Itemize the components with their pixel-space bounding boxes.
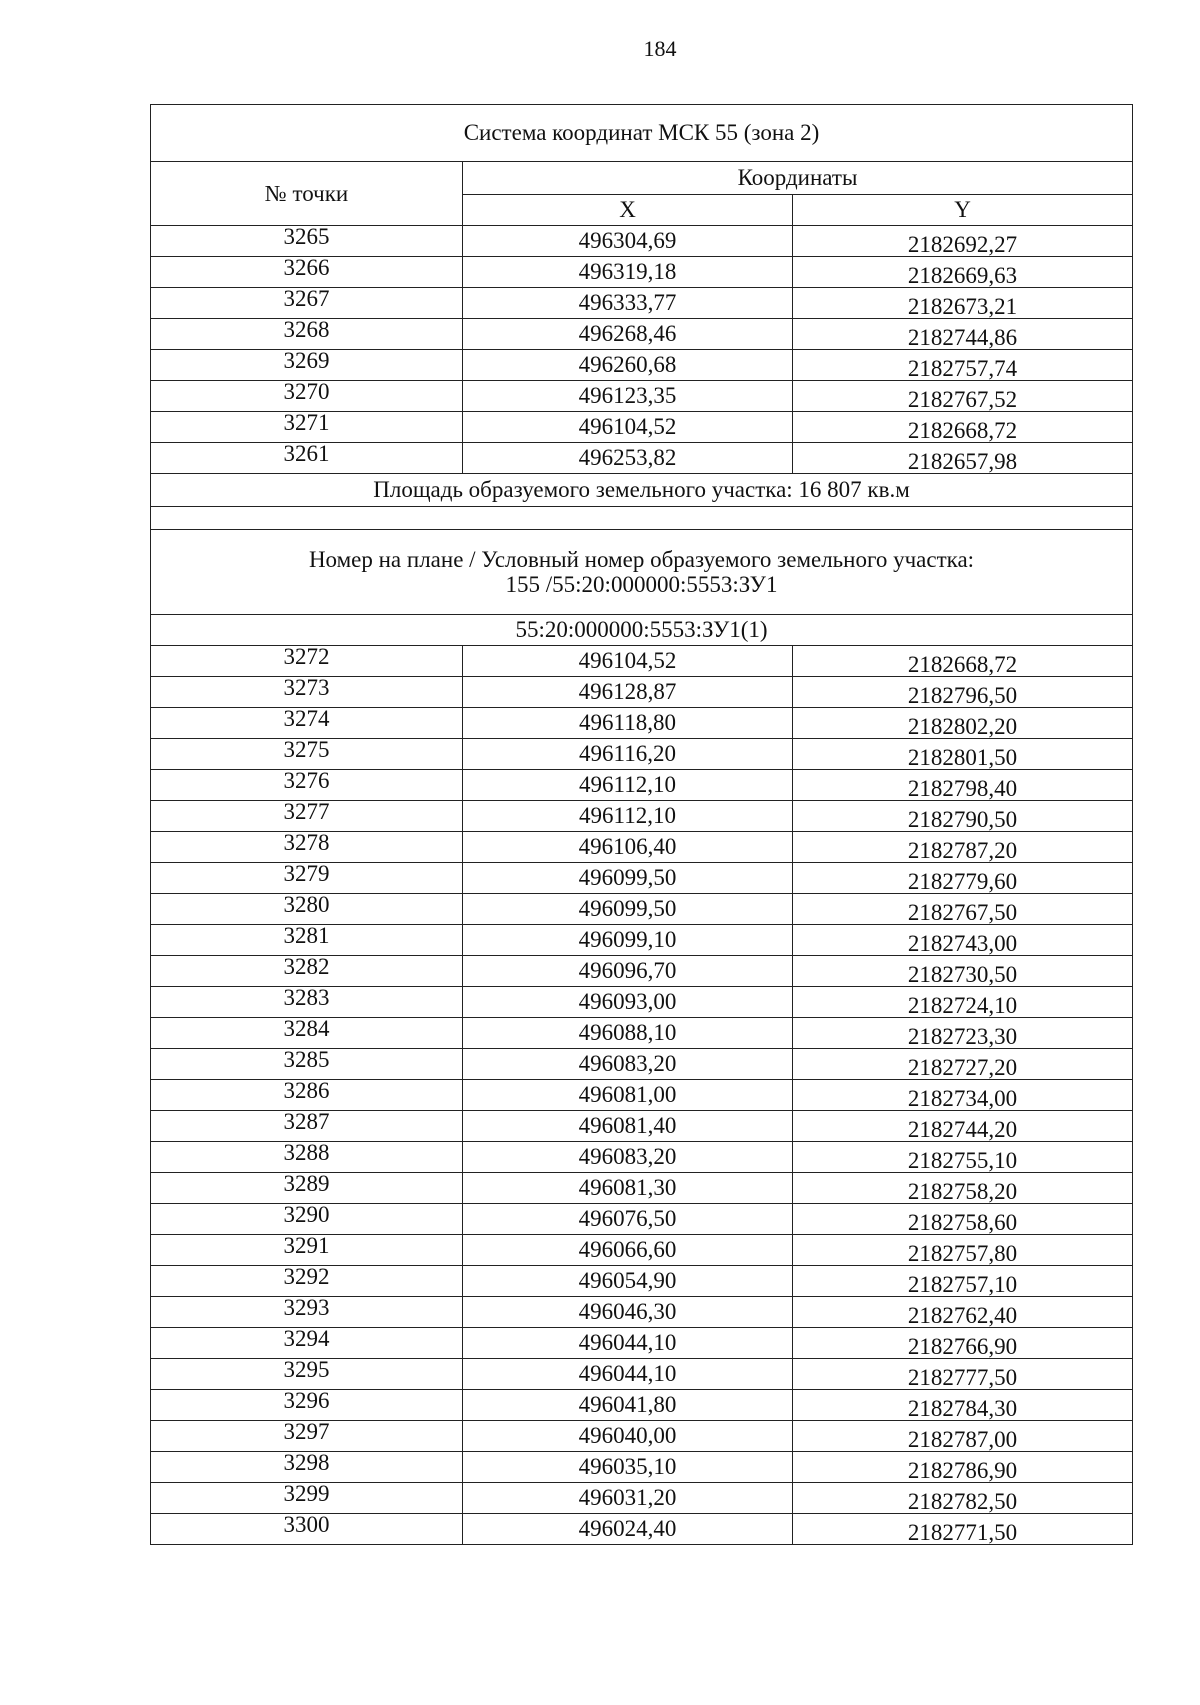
table-row bbox=[151, 350, 1133, 381]
point-number-cell-text: 3278 bbox=[283, 830, 330, 856]
x-coordinate-cell bbox=[463, 987, 793, 1018]
point-number-cell-text: 3270 bbox=[283, 379, 330, 405]
point-number-cell-text: 3292 bbox=[283, 1264, 330, 1290]
table-row bbox=[151, 319, 1133, 350]
table-row bbox=[151, 381, 1133, 412]
y-coordinate-cell-text: 2182786,90 bbox=[907, 1458, 1018, 1484]
table-row bbox=[151, 443, 1133, 474]
blank-separator-row bbox=[151, 507, 1133, 530]
x-coordinate-cell bbox=[463, 1142, 793, 1173]
x-coordinate-cell bbox=[463, 1173, 793, 1204]
y-coordinate-cell bbox=[793, 1483, 1133, 1514]
y-coordinate-cell bbox=[793, 708, 1133, 739]
y-coordinate-cell-text: 2182727,20 bbox=[907, 1055, 1018, 1081]
table-row bbox=[151, 894, 1133, 925]
point-number-cell bbox=[151, 1483, 463, 1514]
x-coordinate-cell-text: 496083,20 bbox=[578, 1051, 677, 1077]
table-row bbox=[151, 863, 1133, 894]
y-coordinate-cell-text: 2182668,72 bbox=[907, 418, 1018, 444]
plot-heading-line-1: Номер на плане / Условный номер образуемого земельного участка: bbox=[308, 546, 975, 572]
point-number-cell-text: 3300 bbox=[283, 1512, 330, 1538]
point-number-cell-text: 3282 bbox=[283, 954, 330, 980]
subsection-label-row bbox=[151, 615, 1133, 646]
point-number-cell bbox=[151, 832, 463, 863]
table-row bbox=[151, 1204, 1133, 1235]
point-number-cell bbox=[151, 350, 463, 381]
point-number-cell bbox=[151, 1297, 463, 1328]
table-row bbox=[151, 1173, 1133, 1204]
table-row bbox=[151, 1359, 1133, 1390]
x-coordinate-cell-text: 496118,80 bbox=[579, 710, 676, 736]
y-coordinate-cell-text: 2182802,20 bbox=[907, 714, 1018, 740]
x-coordinate-cell-text: 496035,10 bbox=[578, 1454, 677, 1480]
x-coordinate-cell-text: 496093,00 bbox=[578, 989, 677, 1015]
x-coordinate-cell bbox=[463, 832, 793, 863]
y-coordinate-cell bbox=[793, 801, 1133, 832]
y-coordinate-cell bbox=[793, 1328, 1133, 1359]
y-coordinate-cell bbox=[793, 956, 1133, 987]
area-text-row bbox=[151, 474, 1133, 507]
x-coordinate-cell bbox=[463, 801, 793, 832]
y-coordinate-cell bbox=[793, 987, 1133, 1018]
table-row bbox=[151, 1018, 1133, 1049]
point-number-cell bbox=[151, 1204, 463, 1235]
y-coordinate-cell bbox=[793, 1111, 1133, 1142]
table-row bbox=[151, 801, 1133, 832]
page-number: 184 bbox=[643, 36, 677, 61]
y-coordinate-cell bbox=[793, 646, 1133, 677]
plot-heading-row bbox=[151, 530, 1133, 615]
point-number-cell-text: 3269 bbox=[283, 348, 330, 374]
point-number-cell-text: 3285 bbox=[283, 1047, 330, 1073]
table-row bbox=[151, 1421, 1133, 1452]
y-coordinate-cell bbox=[793, 1173, 1133, 1204]
y-coordinate-cell-text: 2182743,00 bbox=[907, 931, 1018, 957]
y-coordinate-cell bbox=[793, 1452, 1133, 1483]
x-coordinate-cell-text: 496260,68 bbox=[578, 352, 677, 378]
point-number-cell-text: 3291 bbox=[283, 1233, 330, 1259]
y-coordinate-cell bbox=[793, 832, 1133, 863]
y-coordinate-cell bbox=[793, 1080, 1133, 1111]
point-number-cell bbox=[151, 1049, 463, 1080]
y-coordinate-cell-text: 2182724,10 bbox=[907, 993, 1018, 1019]
point-number-cell bbox=[151, 1390, 463, 1421]
table-row bbox=[151, 770, 1133, 801]
x-coordinate-cell bbox=[463, 1514, 793, 1545]
x-coordinate-cell bbox=[463, 1204, 793, 1235]
x-coordinate-cell-text: 496081,30 bbox=[578, 1175, 677, 1201]
x-coordinate-cell-text: 496333,77 bbox=[578, 290, 677, 316]
table-row bbox=[151, 1452, 1133, 1483]
point-number-cell bbox=[151, 1173, 463, 1204]
x-coordinate-cell bbox=[463, 708, 793, 739]
table-row bbox=[151, 677, 1133, 708]
plot-heading bbox=[151, 530, 1133, 615]
point-number-cell-text: 3281 bbox=[283, 923, 330, 949]
point-number-cell bbox=[151, 1514, 463, 1545]
point-number-cell-text: 3277 bbox=[283, 799, 330, 825]
y-coordinate-cell bbox=[793, 1390, 1133, 1421]
x-coordinate-cell bbox=[463, 1359, 793, 1390]
point-number-cell-text: 3283 bbox=[283, 985, 330, 1011]
point-number-cell bbox=[151, 801, 463, 832]
table-row bbox=[151, 1328, 1133, 1359]
x-coordinate-cell-text: 496054,90 bbox=[578, 1268, 677, 1294]
point-number-cell-text: 3297 bbox=[283, 1419, 330, 1445]
point-number-cell-text: 3275 bbox=[283, 737, 330, 763]
x-coordinate-cell bbox=[463, 1328, 793, 1359]
y-coordinate-cell bbox=[793, 739, 1133, 770]
table-row bbox=[151, 412, 1133, 443]
point-number-cell bbox=[151, 646, 463, 677]
point-number-cell bbox=[151, 1359, 463, 1390]
point-number-cell bbox=[151, 987, 463, 1018]
y-coordinate-cell bbox=[793, 925, 1133, 956]
point-number-cell bbox=[151, 1111, 463, 1142]
y-coordinate-cell bbox=[793, 863, 1133, 894]
y-coordinate-cell-text: 2182734,00 bbox=[907, 1086, 1018, 1112]
table-row bbox=[151, 226, 1133, 257]
table-row bbox=[151, 1142, 1133, 1173]
x-coordinate-cell bbox=[463, 894, 793, 925]
x-coordinate-cell-text: 496112,10 bbox=[579, 803, 676, 829]
x-coordinate-cell-text: 496104,52 bbox=[578, 648, 677, 674]
point-number-cell-text: 3265 bbox=[283, 224, 330, 250]
y-coordinate-cell-text: 2182669,63 bbox=[907, 263, 1018, 289]
x-coordinate-cell bbox=[463, 1049, 793, 1080]
point-number-cell-text: 3288 bbox=[283, 1140, 330, 1166]
point-number-cell bbox=[151, 1235, 463, 1266]
point-number-cell-text: 3268 bbox=[283, 317, 330, 343]
x-coordinate-cell-text: 496123,35 bbox=[578, 383, 677, 409]
x-coordinate-cell bbox=[463, 1483, 793, 1514]
x-coordinate-cell-text: 496099,10 bbox=[578, 927, 677, 953]
x-coordinate-cell-text: 496304,69 bbox=[578, 228, 677, 254]
x-coordinate-cell-text: 496044,10 bbox=[578, 1361, 677, 1387]
point-number-cell-text: 3273 bbox=[283, 675, 330, 701]
y-coordinate-cell bbox=[793, 412, 1133, 443]
point-number-cell-text: 3280 bbox=[283, 892, 330, 918]
point-number-cell-text: 3274 bbox=[283, 706, 330, 732]
area-text bbox=[151, 474, 1133, 507]
x-coordinate-cell-text: 496088,10 bbox=[578, 1020, 677, 1046]
point-number-cell-text: 3272 bbox=[283, 644, 330, 670]
subsection-label-line-1: 55:20:000000:5553:ЗУ1(1) bbox=[515, 617, 768, 643]
point-number-cell bbox=[151, 1452, 463, 1483]
point-number-cell-text: 3261 bbox=[283, 441, 330, 467]
table-row bbox=[151, 1483, 1133, 1514]
y-coordinate-cell bbox=[793, 1421, 1133, 1452]
y-coordinate-cell bbox=[793, 257, 1133, 288]
x-coordinate-cell bbox=[463, 412, 793, 443]
y-header: Y bbox=[793, 195, 1133, 226]
x-coordinate-cell-text: 496268,46 bbox=[578, 321, 677, 347]
point-number-cell-text: 3289 bbox=[283, 1171, 330, 1197]
y-coordinate-cell-text: 2182787,20 bbox=[907, 838, 1018, 864]
x-coordinate-cell bbox=[463, 257, 793, 288]
point-number-cell bbox=[151, 288, 463, 319]
table-row bbox=[151, 739, 1133, 770]
y-coordinate-cell bbox=[793, 677, 1133, 708]
x-coordinate-cell-text: 496081,40 bbox=[578, 1113, 677, 1139]
point-number-cell bbox=[151, 443, 463, 474]
y-coordinate-cell-text: 2182790,50 bbox=[907, 807, 1018, 833]
x-coordinate-cell-text: 496081,00 bbox=[578, 1082, 677, 1108]
point-number-cell-text: 3276 bbox=[283, 768, 330, 794]
plot-heading-line-2: 155 /55:20:000000:5553:ЗУ1 bbox=[505, 572, 778, 597]
table-row bbox=[151, 1080, 1133, 1111]
point-number-cell bbox=[151, 1142, 463, 1173]
x-coordinate-cell bbox=[463, 1018, 793, 1049]
point-number-cell-text: 3286 bbox=[283, 1078, 330, 1104]
coordinate-system-title: Система координат МСК 55 (зона 2) bbox=[151, 105, 1133, 162]
x-coordinate-cell bbox=[463, 925, 793, 956]
point-number-cell bbox=[151, 1266, 463, 1297]
y-coordinate-cell bbox=[793, 350, 1133, 381]
x-coordinate-cell bbox=[463, 770, 793, 801]
y-coordinate-cell-text: 2182758,60 bbox=[907, 1210, 1018, 1236]
area-text-line-1: Площадь образуемого земельного участка: 16 807 кв.м bbox=[373, 477, 910, 503]
table-row bbox=[151, 646, 1133, 677]
blank-separator bbox=[151, 507, 1133, 530]
point-number-cell bbox=[151, 257, 463, 288]
x-coordinate-cell-text: 496099,50 bbox=[578, 896, 677, 922]
y-coordinate-cell-text: 2182755,10 bbox=[907, 1148, 1018, 1174]
y-coordinate-cell bbox=[793, 319, 1133, 350]
table-row bbox=[151, 1390, 1133, 1421]
x-coordinate-cell-text: 496024,40 bbox=[578, 1516, 677, 1542]
y-coordinate-cell bbox=[793, 1235, 1133, 1266]
y-coordinate-cell bbox=[793, 1049, 1133, 1080]
x-coordinate-cell-text: 496128,87 bbox=[578, 679, 677, 705]
x-coordinate-cell bbox=[463, 1297, 793, 1328]
point-number-cell-text: 3267 bbox=[283, 286, 330, 312]
point-number-cell bbox=[151, 412, 463, 443]
x-coordinate-cell-text: 496044,10 bbox=[578, 1330, 677, 1356]
x-coordinate-cell bbox=[463, 646, 793, 677]
x-coordinate-cell-text: 496083,20 bbox=[578, 1144, 677, 1170]
y-coordinate-cell bbox=[793, 443, 1133, 474]
table-row bbox=[151, 987, 1133, 1018]
point-number-cell-text: 3299 bbox=[283, 1481, 330, 1507]
x-coordinate-cell bbox=[463, 1266, 793, 1297]
x-coordinate-cell bbox=[463, 319, 793, 350]
y-coordinate-cell-text: 2182757,10 bbox=[907, 1272, 1018, 1298]
x-coordinate-cell-text: 496104,52 bbox=[578, 414, 677, 440]
x-coordinate-cell bbox=[463, 863, 793, 894]
y-coordinate-cell bbox=[793, 1297, 1133, 1328]
coordinates-header: Координаты bbox=[463, 162, 1133, 195]
y-coordinate-cell-text: 2182771,50 bbox=[907, 1520, 1018, 1546]
point-number-cell bbox=[151, 226, 463, 257]
point-number-cell bbox=[151, 1080, 463, 1111]
point-number-cell-text: 3287 bbox=[283, 1109, 330, 1135]
point-number-cell bbox=[151, 894, 463, 925]
y-coordinate-cell-text: 2182796,50 bbox=[907, 683, 1018, 709]
x-coordinate-cell bbox=[463, 1452, 793, 1483]
point-number-cell-text: 3294 bbox=[283, 1326, 330, 1352]
title-row bbox=[151, 105, 1133, 162]
point-number-cell bbox=[151, 319, 463, 350]
coordinates-table bbox=[150, 104, 1133, 1545]
point-number-cell-text: 3295 bbox=[283, 1357, 330, 1383]
x-coordinate-cell bbox=[463, 677, 793, 708]
table-row bbox=[151, 288, 1133, 319]
y-coordinate-cell-text: 2182767,52 bbox=[907, 387, 1018, 413]
point-number-cell-text: 3290 bbox=[283, 1202, 330, 1228]
y-coordinate-cell bbox=[793, 770, 1133, 801]
point-number-header: № точки bbox=[151, 162, 463, 226]
y-coordinate-cell-text: 2182757,80 bbox=[907, 1241, 1018, 1267]
y-coordinate-cell bbox=[793, 1514, 1133, 1545]
x-coordinate-cell-text: 496076,50 bbox=[578, 1206, 677, 1232]
point-number-cell-text: 3279 bbox=[283, 861, 330, 887]
x-coordinate-cell bbox=[463, 1111, 793, 1142]
point-number-cell bbox=[151, 925, 463, 956]
point-number-cell bbox=[151, 956, 463, 987]
point-number-cell bbox=[151, 708, 463, 739]
x-coordinate-cell-text: 496066,60 bbox=[578, 1237, 677, 1263]
x-coordinate-cell-text: 496046,30 bbox=[578, 1299, 677, 1325]
x-coordinate-cell bbox=[463, 1421, 793, 1452]
x-coordinate-cell-text: 496040,00 bbox=[578, 1423, 677, 1449]
x-coordinate-cell bbox=[463, 1080, 793, 1111]
y-coordinate-cell-text: 2182723,30 bbox=[907, 1024, 1018, 1050]
y-coordinate-cell-text: 2182766,90 bbox=[907, 1334, 1018, 1360]
point-number-cell-text: 3284 bbox=[283, 1016, 330, 1042]
x-coordinate-cell-text: 496106,40 bbox=[578, 834, 677, 860]
point-number-cell-text: 3298 bbox=[283, 1450, 330, 1476]
x-coordinate-cell bbox=[463, 226, 793, 257]
table-row bbox=[151, 1266, 1133, 1297]
point-number-cell-text: 3293 bbox=[283, 1295, 330, 1321]
table-row bbox=[151, 1049, 1133, 1080]
point-number-cell bbox=[151, 1018, 463, 1049]
table-row bbox=[151, 257, 1133, 288]
y-coordinate-cell-text: 2182762,40 bbox=[907, 1303, 1018, 1329]
y-coordinate-cell-text: 2182657,98 bbox=[907, 449, 1018, 475]
table-row bbox=[151, 925, 1133, 956]
point-number-cell-text: 3266 bbox=[283, 255, 330, 281]
x-coordinate-cell bbox=[463, 443, 793, 474]
x-header: X bbox=[463, 195, 793, 226]
y-coordinate-cell-text: 2182758,20 bbox=[907, 1179, 1018, 1205]
x-coordinate-cell-text: 496096,70 bbox=[578, 958, 677, 984]
table-row bbox=[151, 1235, 1133, 1266]
subsection-label bbox=[151, 615, 1133, 646]
y-coordinate-cell bbox=[793, 894, 1133, 925]
y-coordinate-cell-text: 2182730,50 bbox=[907, 962, 1018, 988]
table-row bbox=[151, 1111, 1133, 1142]
table-row bbox=[151, 708, 1133, 739]
x-coordinate-cell-text: 496116,20 bbox=[579, 741, 676, 767]
y-coordinate-cell bbox=[793, 1142, 1133, 1173]
y-coordinate-cell-text: 2182744,20 bbox=[907, 1117, 1018, 1143]
y-coordinate-cell bbox=[793, 1018, 1133, 1049]
x-coordinate-cell bbox=[463, 1390, 793, 1421]
x-coordinate-cell-text: 496099,50 bbox=[578, 865, 677, 891]
y-coordinate-cell bbox=[793, 1204, 1133, 1235]
point-number-cell-text: 3296 bbox=[283, 1388, 330, 1414]
y-coordinate-cell-text: 2182757,74 bbox=[907, 356, 1018, 382]
y-coordinate-cell-text: 2182779,60 bbox=[907, 869, 1018, 895]
point-number-cell bbox=[151, 381, 463, 412]
point-number-cell bbox=[151, 863, 463, 894]
y-coordinate-cell-text: 2182787,00 bbox=[907, 1427, 1018, 1453]
x-coordinate-cell-text: 496319,18 bbox=[578, 259, 677, 285]
x-coordinate-cell-text: 496253,82 bbox=[578, 445, 677, 471]
x-coordinate-cell bbox=[463, 1235, 793, 1266]
point-number-cell-text: 3271 bbox=[283, 410, 330, 436]
y-coordinate-cell bbox=[793, 381, 1133, 412]
y-coordinate-cell-text: 2182692,27 bbox=[907, 232, 1018, 258]
x-coordinate-cell bbox=[463, 381, 793, 412]
y-coordinate-cell bbox=[793, 226, 1133, 257]
point-number-cell bbox=[151, 770, 463, 801]
y-coordinate-cell bbox=[793, 288, 1133, 319]
y-coordinate-cell-text: 2182767,50 bbox=[907, 900, 1018, 926]
y-coordinate-cell-text: 2182784,30 bbox=[907, 1396, 1018, 1422]
y-coordinate-cell-text: 2182801,50 bbox=[907, 745, 1018, 771]
x-coordinate-cell bbox=[463, 739, 793, 770]
x-coordinate-cell bbox=[463, 350, 793, 381]
x-coordinate-cell-text: 496041,80 bbox=[578, 1392, 677, 1418]
table-row bbox=[151, 832, 1133, 863]
point-number-cell bbox=[151, 677, 463, 708]
table-row bbox=[151, 1514, 1133, 1545]
x-coordinate-cell-text: 496031,20 bbox=[578, 1485, 677, 1511]
point-number-cell bbox=[151, 1421, 463, 1452]
y-coordinate-cell-text: 2182673,21 bbox=[907, 294, 1018, 320]
x-coordinate-cell-text: 496112,10 bbox=[579, 772, 676, 798]
y-coordinate-cell-text: 2182744,86 bbox=[907, 325, 1018, 351]
point-number-cell bbox=[151, 1328, 463, 1359]
point-number-cell bbox=[151, 739, 463, 770]
header-row-1 bbox=[151, 162, 1133, 195]
x-coordinate-cell bbox=[463, 956, 793, 987]
y-coordinate-cell bbox=[793, 1266, 1133, 1297]
y-coordinate-cell bbox=[793, 1359, 1133, 1390]
y-coordinate-cell-text: 2182668,72 bbox=[907, 652, 1018, 678]
x-coordinate-cell bbox=[463, 288, 793, 319]
table-row bbox=[151, 1297, 1133, 1328]
table-row bbox=[151, 956, 1133, 987]
y-coordinate-cell-text: 2182782,50 bbox=[907, 1489, 1018, 1515]
y-coordinate-cell-text: 2182777,50 bbox=[907, 1365, 1018, 1391]
y-coordinate-cell-text: 2182798,40 bbox=[907, 776, 1018, 802]
